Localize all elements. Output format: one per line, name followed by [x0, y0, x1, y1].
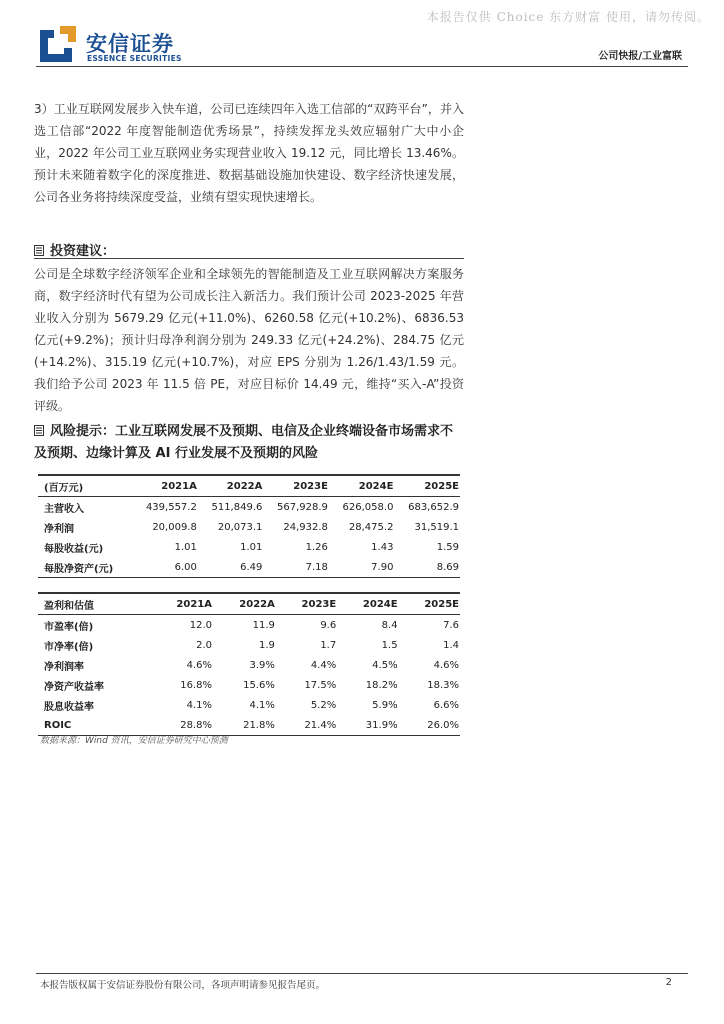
- row-label: ROIC: [44, 719, 72, 731]
- paragraph-industrial-internet: 3）工业互联网发展步入快车道，公司已连续四年入选工信部的“双跨平台”，并入选工信部“2022 年度智能制造优秀场景”，持续发挥龙头效应辐射广大中小企业，2022 年公司工业互联网业务实现营业收入 19.12 元，同比增长 13.46%。预计未来随着数字化的深度推进、数据基础设施加快建设、数字经济快速发展，公司各业务将持续深度受益，业绩有望实现快速增长。: [34, 102, 464, 204]
- table-cell: 26.0%: [427, 719, 459, 731]
- row-label: 市净率(倍): [44, 641, 94, 653]
- table-cell: 11.9: [252, 619, 275, 631]
- table-cell: 31.9%: [365, 719, 398, 731]
- investment-divider: [34, 258, 464, 259]
- table-cell: 4.6%: [186, 659, 212, 671]
- table-cell: 20,073.1: [217, 521, 263, 533]
- brand-name-en: ESSENCE SECURITIES: [87, 54, 182, 63]
- table-cell: 5.2%: [310, 699, 337, 711]
- watermark: 本报告仅供 Choice 东方财富 使用，请勿传阅。: [426, 10, 710, 24]
- table-cell: 21.8%: [243, 719, 275, 731]
- row-label: 净利润: [44, 523, 74, 535]
- table-cell: 1.01: [240, 541, 263, 553]
- table-header-cell: 盈利和估值: [44, 600, 94, 612]
- table-cell: 4.1%: [186, 699, 212, 711]
- footer-disclaimer: 本报告版权属于安信证券股份有限公司，各项声明请参见报告尾页。: [40, 980, 326, 991]
- table-row: [38, 675, 460, 695]
- table-row: [38, 497, 460, 518]
- table-cell: 7.6: [443, 619, 459, 631]
- table-cell: 6.00: [174, 561, 197, 573]
- document-icon: [34, 425, 44, 436]
- table-cell: 4.1%: [249, 699, 275, 711]
- table-cell: 28,475.2: [348, 521, 394, 533]
- valuation-table: [38, 592, 460, 736]
- row-label: 每股净资产(元): [44, 563, 114, 575]
- table-cell: 5.9%: [372, 699, 398, 711]
- table-row: [38, 557, 460, 578]
- table-cell: 20,009.8: [152, 521, 197, 533]
- table-cell: 18.2%: [365, 679, 398, 691]
- table-cell: 12.0: [189, 619, 212, 631]
- table-cell: 7.90: [371, 561, 394, 573]
- brand-name-cn: 安信证券: [86, 32, 174, 56]
- table-cell: 8.69: [436, 561, 459, 573]
- table-cell: 439,557.2: [145, 501, 197, 513]
- table-cell: 6.49: [240, 561, 263, 573]
- table-cell: 683,652.9: [408, 501, 459, 513]
- table-row: [38, 615, 460, 636]
- table-header-cell: 2023E: [301, 598, 337, 610]
- row-label: 每股收益(元): [44, 543, 104, 555]
- table-cell: 1.4: [443, 639, 459, 651]
- table-cell: 31,519.1: [414, 521, 459, 533]
- table-cell: 1.5: [381, 639, 398, 651]
- table-cell: 1.9: [258, 639, 275, 651]
- investment-heading-text: 投资建议：: [50, 244, 116, 259]
- brand-logo: [40, 26, 200, 66]
- table-header-cell: 2025E: [424, 598, 459, 610]
- financial-summary-table: [38, 474, 460, 578]
- table-cell: 15.6%: [243, 679, 275, 691]
- table-cell: 626,058.0: [342, 501, 394, 513]
- table-header-cell: 2024E: [362, 598, 398, 610]
- table-cell: 7.18: [305, 561, 328, 573]
- investment-heading: [34, 240, 115, 259]
- table-cell: 9.6: [320, 619, 337, 631]
- footer-divider: [36, 973, 688, 974]
- row-label: 主营收入: [44, 503, 84, 515]
- table-cell: 17.5%: [304, 679, 337, 691]
- table-cell: 6.6%: [433, 699, 459, 711]
- table-cell: 24,932.8: [283, 521, 328, 533]
- table-cell: 4.4%: [310, 659, 337, 671]
- table-cell: 1.43: [371, 541, 394, 553]
- table-cell: 4.5%: [372, 659, 398, 671]
- table-cell: 1.59: [436, 541, 459, 553]
- header-divider: [36, 66, 688, 67]
- table-cell: 18.3%: [427, 679, 459, 691]
- table-header-cell: 2025E: [424, 480, 459, 492]
- row-label: 市盈率(倍): [44, 621, 94, 633]
- brand-logo-icon: [40, 26, 76, 62]
- table-row: [38, 537, 460, 557]
- table-row: [38, 695, 460, 715]
- table-cell: 4.6%: [433, 659, 459, 671]
- table-cell: 511,849.6: [211, 501, 263, 513]
- table-cell: 1.7: [320, 639, 337, 651]
- row-label: 净资产收益率: [44, 681, 104, 693]
- table-header-row: [38, 593, 460, 615]
- risk-heading-text: 风险提示：工业互联网发展不及预期、电信及企业终端设备市场需求不及预期、边缘计算及 AI 行业发展不及预期的风险: [34, 424, 454, 461]
- table-cell: 28.8%: [180, 719, 212, 731]
- paragraph-investment: 公司是全球数字经济领军企业和全球领先的智能制造及工业互联网解决方案服务商，数字经济时代有望为公司成长注入新活力。我们预计公司 2023-2025 年营业收入分别为 5679.29 亿元(+11.0%)、6260.58 亿元(+10.2%)、6836.53 亿元(+9.2%)；预计归母净利润分别为 249.33 亿元(+24.2%)、284.75 亿元(+14.2%)、315.19 亿元(+10.7%)，对应 EPS 分别为 1.26/1.43/1.59 元。我们给予公司 2023 年 11.5 倍 PE，对应目标价 14.49 元，维持“买入-A”投资评级。: [34, 267, 464, 413]
- table-cell: 21.4%: [304, 719, 337, 731]
- page-number: 2: [665, 977, 672, 988]
- document-type: 公司快报/工业富联: [598, 51, 682, 62]
- table-header-row: [38, 475, 460, 497]
- table-row: [38, 655, 460, 675]
- row-label: 净利润率: [44, 661, 84, 673]
- table-cell: 16.8%: [180, 679, 212, 691]
- table-cell: 567,928.9: [277, 501, 328, 513]
- table-row: [38, 517, 460, 537]
- table-cell: 1.26: [305, 541, 328, 553]
- table-header-cell: 2023E: [293, 480, 328, 492]
- row-label: 股息收益率: [44, 701, 94, 713]
- risk-heading: [34, 421, 464, 465]
- table-row: [38, 635, 460, 655]
- table-cell: 3.9%: [249, 659, 275, 671]
- table-header-cell: 2022A: [226, 480, 263, 492]
- table-cell: 8.4: [381, 619, 398, 631]
- table-header-cell: (百万元): [44, 482, 84, 494]
- table-header-cell: 2021A: [161, 480, 197, 492]
- table-cell: 2.0: [196, 639, 212, 651]
- document-icon: [34, 245, 44, 256]
- data-source-note: 数据来源：Wind 资讯，安信证券研究中心预测: [40, 736, 228, 746]
- table-cell: 1.01: [174, 541, 197, 553]
- table-header-cell: 2024E: [358, 480, 394, 492]
- table-header-cell: 2021A: [176, 598, 212, 610]
- table-header-cell: 2022A: [239, 598, 275, 610]
